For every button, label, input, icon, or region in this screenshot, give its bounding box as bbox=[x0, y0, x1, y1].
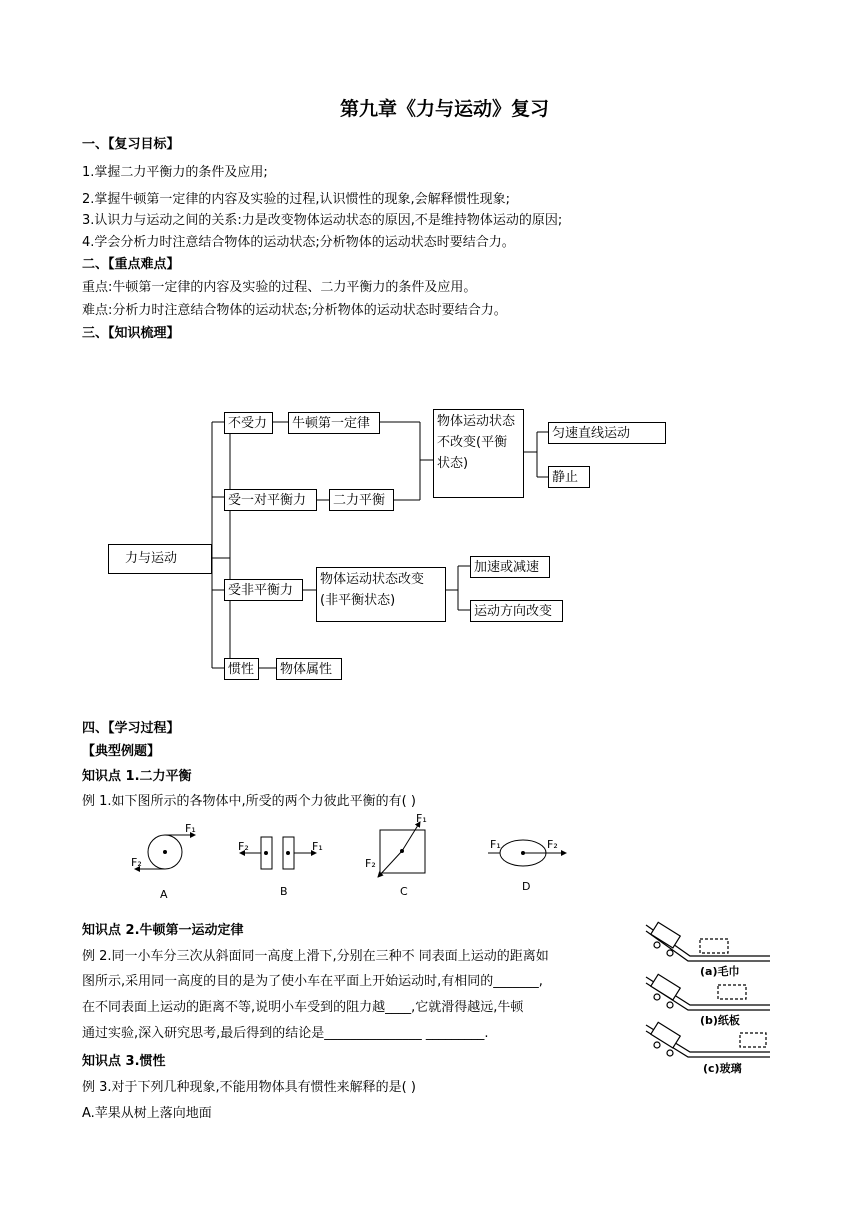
force-label-f2: F₂ bbox=[131, 856, 142, 869]
knowledge-point-2: 知识点 2.牛顿第一运动定律 bbox=[82, 923, 244, 938]
mindmap-state-changed: 物体运动状态改变(非平衡状态) bbox=[316, 567, 446, 622]
typical-examples-heading: 【典型例题】 bbox=[82, 744, 161, 759]
surface-label-towel: (a)毛巾 bbox=[700, 965, 740, 978]
mindmap-root: 力与运动 bbox=[108, 544, 212, 574]
mindmap-unbalanced: 受非平衡力 bbox=[224, 579, 303, 601]
goal-line: 2.掌握牛顿第一定律的内容及实验的过程,认识惯性的现象,会解释惯性现象; bbox=[82, 192, 511, 207]
mindmap-no-force: 不受力 bbox=[224, 412, 273, 434]
section-learning-heading: 四、【学习过程】 bbox=[82, 721, 180, 736]
force-label-f2: F₂ bbox=[365, 857, 376, 870]
mindmap-balanced-pair: 受一对平衡力 bbox=[224, 489, 317, 511]
mindmap-property: 物体属性 bbox=[276, 658, 342, 680]
force-label-f2: F₂ bbox=[547, 838, 558, 851]
example-2-line: 例 2.同一小车分三次从斜面同一高度上滑下,分别在三种不 同表面上运动的距离如 bbox=[82, 949, 549, 964]
figure-label-c: C bbox=[400, 885, 408, 898]
surface-label-glass: (c)玻璃 bbox=[703, 1062, 742, 1075]
knowledge-point-3: 知识点 3.惯性 bbox=[82, 1054, 166, 1069]
keypoint-line: 难点:分析力时注意结合物体的运动状态;分析物体的运动状态时要结合力。 bbox=[82, 303, 507, 318]
figure-label-b: B bbox=[280, 885, 288, 898]
keypoint-line: 重点:牛顿第一定律的内容及实验的过程、二力平衡力的条件及应用。 bbox=[82, 280, 477, 295]
example-1: 例 1.如下图所示的各物体中,所受的两个力彼此平衡的有( ) bbox=[82, 794, 416, 809]
force-label-f2: F₂ bbox=[238, 840, 249, 853]
knowledge-point-1: 知识点 1.二力平衡 bbox=[82, 769, 192, 784]
section-keypoints-heading: 二、【重点难点】 bbox=[82, 257, 180, 272]
surface-label-cardboard: (b)纸板 bbox=[700, 1014, 740, 1027]
force-label-f1: F₁ bbox=[416, 812, 427, 825]
mindmap-at-rest: 静止 bbox=[548, 466, 590, 488]
mindmap-state-unchanged: 物体运动状态不改变(平衡状态) bbox=[433, 409, 524, 498]
mindmap-speed-change: 加速或减速 bbox=[470, 556, 550, 578]
mindmap-newton-law: 牛顿第一定律 bbox=[288, 412, 380, 434]
mindmap-direction-change: 运动方向改变 bbox=[470, 600, 563, 622]
figure-label-d: D bbox=[522, 880, 531, 893]
goal-line: 4.学会分析力时注意结合物体的运动状态;分析物体的运动状态时要结合力。 bbox=[82, 235, 515, 250]
figure-label-a: A bbox=[160, 888, 168, 901]
force-label-f1: F₁ bbox=[312, 840, 323, 853]
section-goals-heading: 一、【复习目标】 bbox=[82, 137, 180, 152]
example-3: 例 3.对于下列几种现象,不能用物体具有惯性来解释的是( ) bbox=[82, 1080, 416, 1095]
example-3-option-a: A.苹果从树上落向地面 bbox=[82, 1106, 212, 1121]
force-label-f1: F₁ bbox=[490, 838, 501, 851]
mindmap-inertia: 惯性 bbox=[224, 658, 259, 680]
mindmap-two-force-balance: 二力平衡 bbox=[329, 489, 394, 511]
mindmap-uniform-motion: 匀速直线运动 bbox=[548, 422, 666, 444]
force-label-f1: F₁ bbox=[185, 822, 196, 835]
page-title: 第九章《力与运动》复习 bbox=[340, 98, 550, 120]
section-knowledge-heading: 三、【知识梳理】 bbox=[82, 326, 180, 341]
goal-line: 3.认识力与运动之间的关系:力是改变物体运动状态的原因,不是维持物体运动的原因; bbox=[82, 213, 563, 228]
example-2-line: 通过实验,深入研究思考,最后得到的结论是_______________ _________. bbox=[82, 1026, 489, 1041]
example-2-line: 图所示,采用同一高度的目的是为了使小车在平面上开始运动时,有相同的_______, bbox=[82, 974, 543, 989]
goal-line: 1.掌握二力平衡力的条件及应用; bbox=[82, 165, 268, 180]
example-2-line: 在不同表面上运动的距离不等,说明小车受到的阻力越____,它就滑得越远,牛顿 bbox=[82, 1000, 524, 1015]
